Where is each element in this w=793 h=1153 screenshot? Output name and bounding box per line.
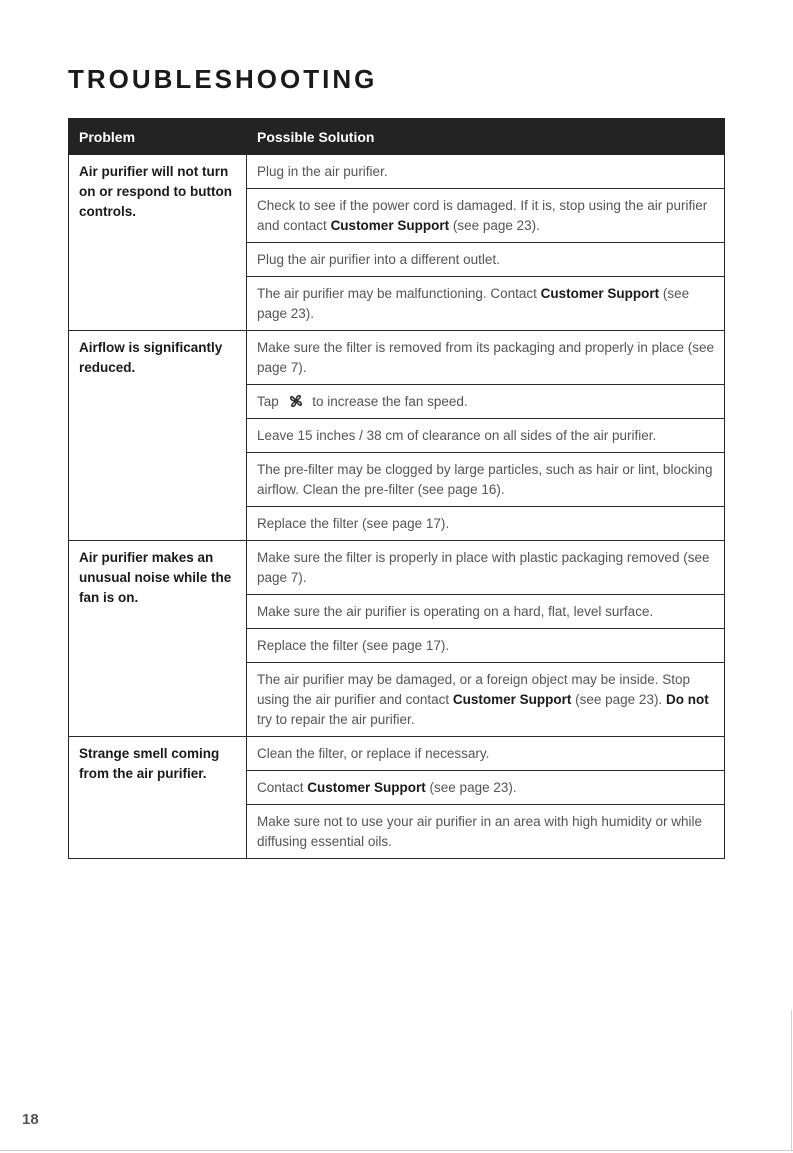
solution-text: to increase the fan speed.: [308, 394, 468, 409]
table-header-row: [69, 119, 725, 155]
solution-text: Check to see if the power cord is damaged. If it is, stop using the air purifier and contact: [257, 198, 708, 233]
solution-cell: [247, 663, 725, 737]
solution-cell: [247, 595, 725, 629]
solution-cell: [247, 331, 725, 385]
table-row: [69, 541, 725, 595]
solution-text: Make sure not to use your air purifier in an area with high humidity or while diffusing essential oils.: [257, 814, 702, 849]
emphasis-text: Customer Support: [452, 692, 572, 707]
header-problem: Problem: [69, 119, 247, 155]
solution-cell: [247, 189, 725, 243]
solution-cell: [247, 453, 725, 507]
page-number: 18: [22, 1111, 39, 1128]
table-row: [69, 737, 725, 771]
solution-text: try to repair the air purifier.: [257, 712, 415, 727]
solution-text: (see page 23).: [425, 780, 517, 795]
solution-cell: [247, 277, 725, 331]
emphasis-text: Customer Support: [330, 218, 450, 233]
table-body: [69, 155, 725, 859]
solution-cell: [247, 155, 725, 189]
troubleshooting-table: [68, 118, 725, 859]
solution-text: Replace the filter (see page 17).: [257, 638, 450, 653]
solution-text: (see page 23).: [257, 286, 690, 321]
solution-cell: [247, 507, 725, 541]
solution-cell: [247, 771, 725, 805]
table-row: [69, 155, 725, 189]
solution-cell: [247, 541, 725, 595]
solution-text: Plug in the air purifier.: [257, 164, 388, 179]
problem-cell: Airflow is significantly reduced.: [69, 331, 247, 541]
solution-text: Make sure the filter is properly in place with plastic packaging removed (see page 7).: [257, 550, 710, 585]
solution-cell: [247, 243, 725, 277]
bottom-divider: [0, 1150, 793, 1151]
right-edge-divider: [791, 1010, 792, 1150]
solution-text: Make sure the filter is removed from its packaging and properly in place (see page 7).: [257, 340, 714, 375]
page-title: TROUBLESHOOTING: [68, 64, 378, 94]
solution-text: Contact: [257, 780, 308, 795]
solution-text: (see page 23).: [449, 218, 540, 233]
solution-text: (see page 23).: [571, 692, 666, 707]
table-row: [69, 331, 725, 385]
solution-text: Tap: [257, 394, 283, 409]
solution-text: The air purifier may be malfunctioning. Contact: [257, 286, 541, 301]
solution-text: The pre-filter may be clogged by large particles, such as hair or lint, blocking airflow. Clean the pre-filter (see page 16).: [257, 462, 713, 497]
solution-text: The air purifier may be damaged, or a foreign object may be inside. Stop using the air purifier and contact: [257, 672, 690, 707]
emphasis-text: Do not: [665, 692, 709, 707]
solution-text: Leave 15 inches / 38 cm of clearance on all sides of the air purifier.: [257, 428, 657, 443]
solution-text: Plug the air purifier into a different outlet.: [257, 252, 500, 267]
problem-cell: Air purifier will not turn on or respond to button controls.: [69, 155, 247, 331]
problem-cell: Strange smell coming from the air purifier.: [69, 737, 247, 859]
solution-text: Make sure the air purifier is operating on a hard, flat, level surface.: [257, 604, 654, 619]
solution-cell: [247, 419, 725, 453]
solution-cell: [247, 737, 725, 771]
emphasis-text: Customer Support: [540, 286, 660, 301]
fan-icon: [287, 393, 305, 409]
solution-text: Replace the filter (see page 17).: [257, 516, 450, 531]
problem-cell: Air purifier makes an unusual noise while the fan is on.: [69, 541, 247, 737]
header-solution: Possible Solution: [247, 119, 725, 155]
emphasis-text: Customer Support: [307, 780, 426, 795]
solution-cell: [247, 385, 725, 419]
solution-cell: [247, 629, 725, 663]
solution-cell: [247, 805, 725, 859]
solution-text: Clean the filter, or replace if necessary.: [257, 746, 490, 761]
